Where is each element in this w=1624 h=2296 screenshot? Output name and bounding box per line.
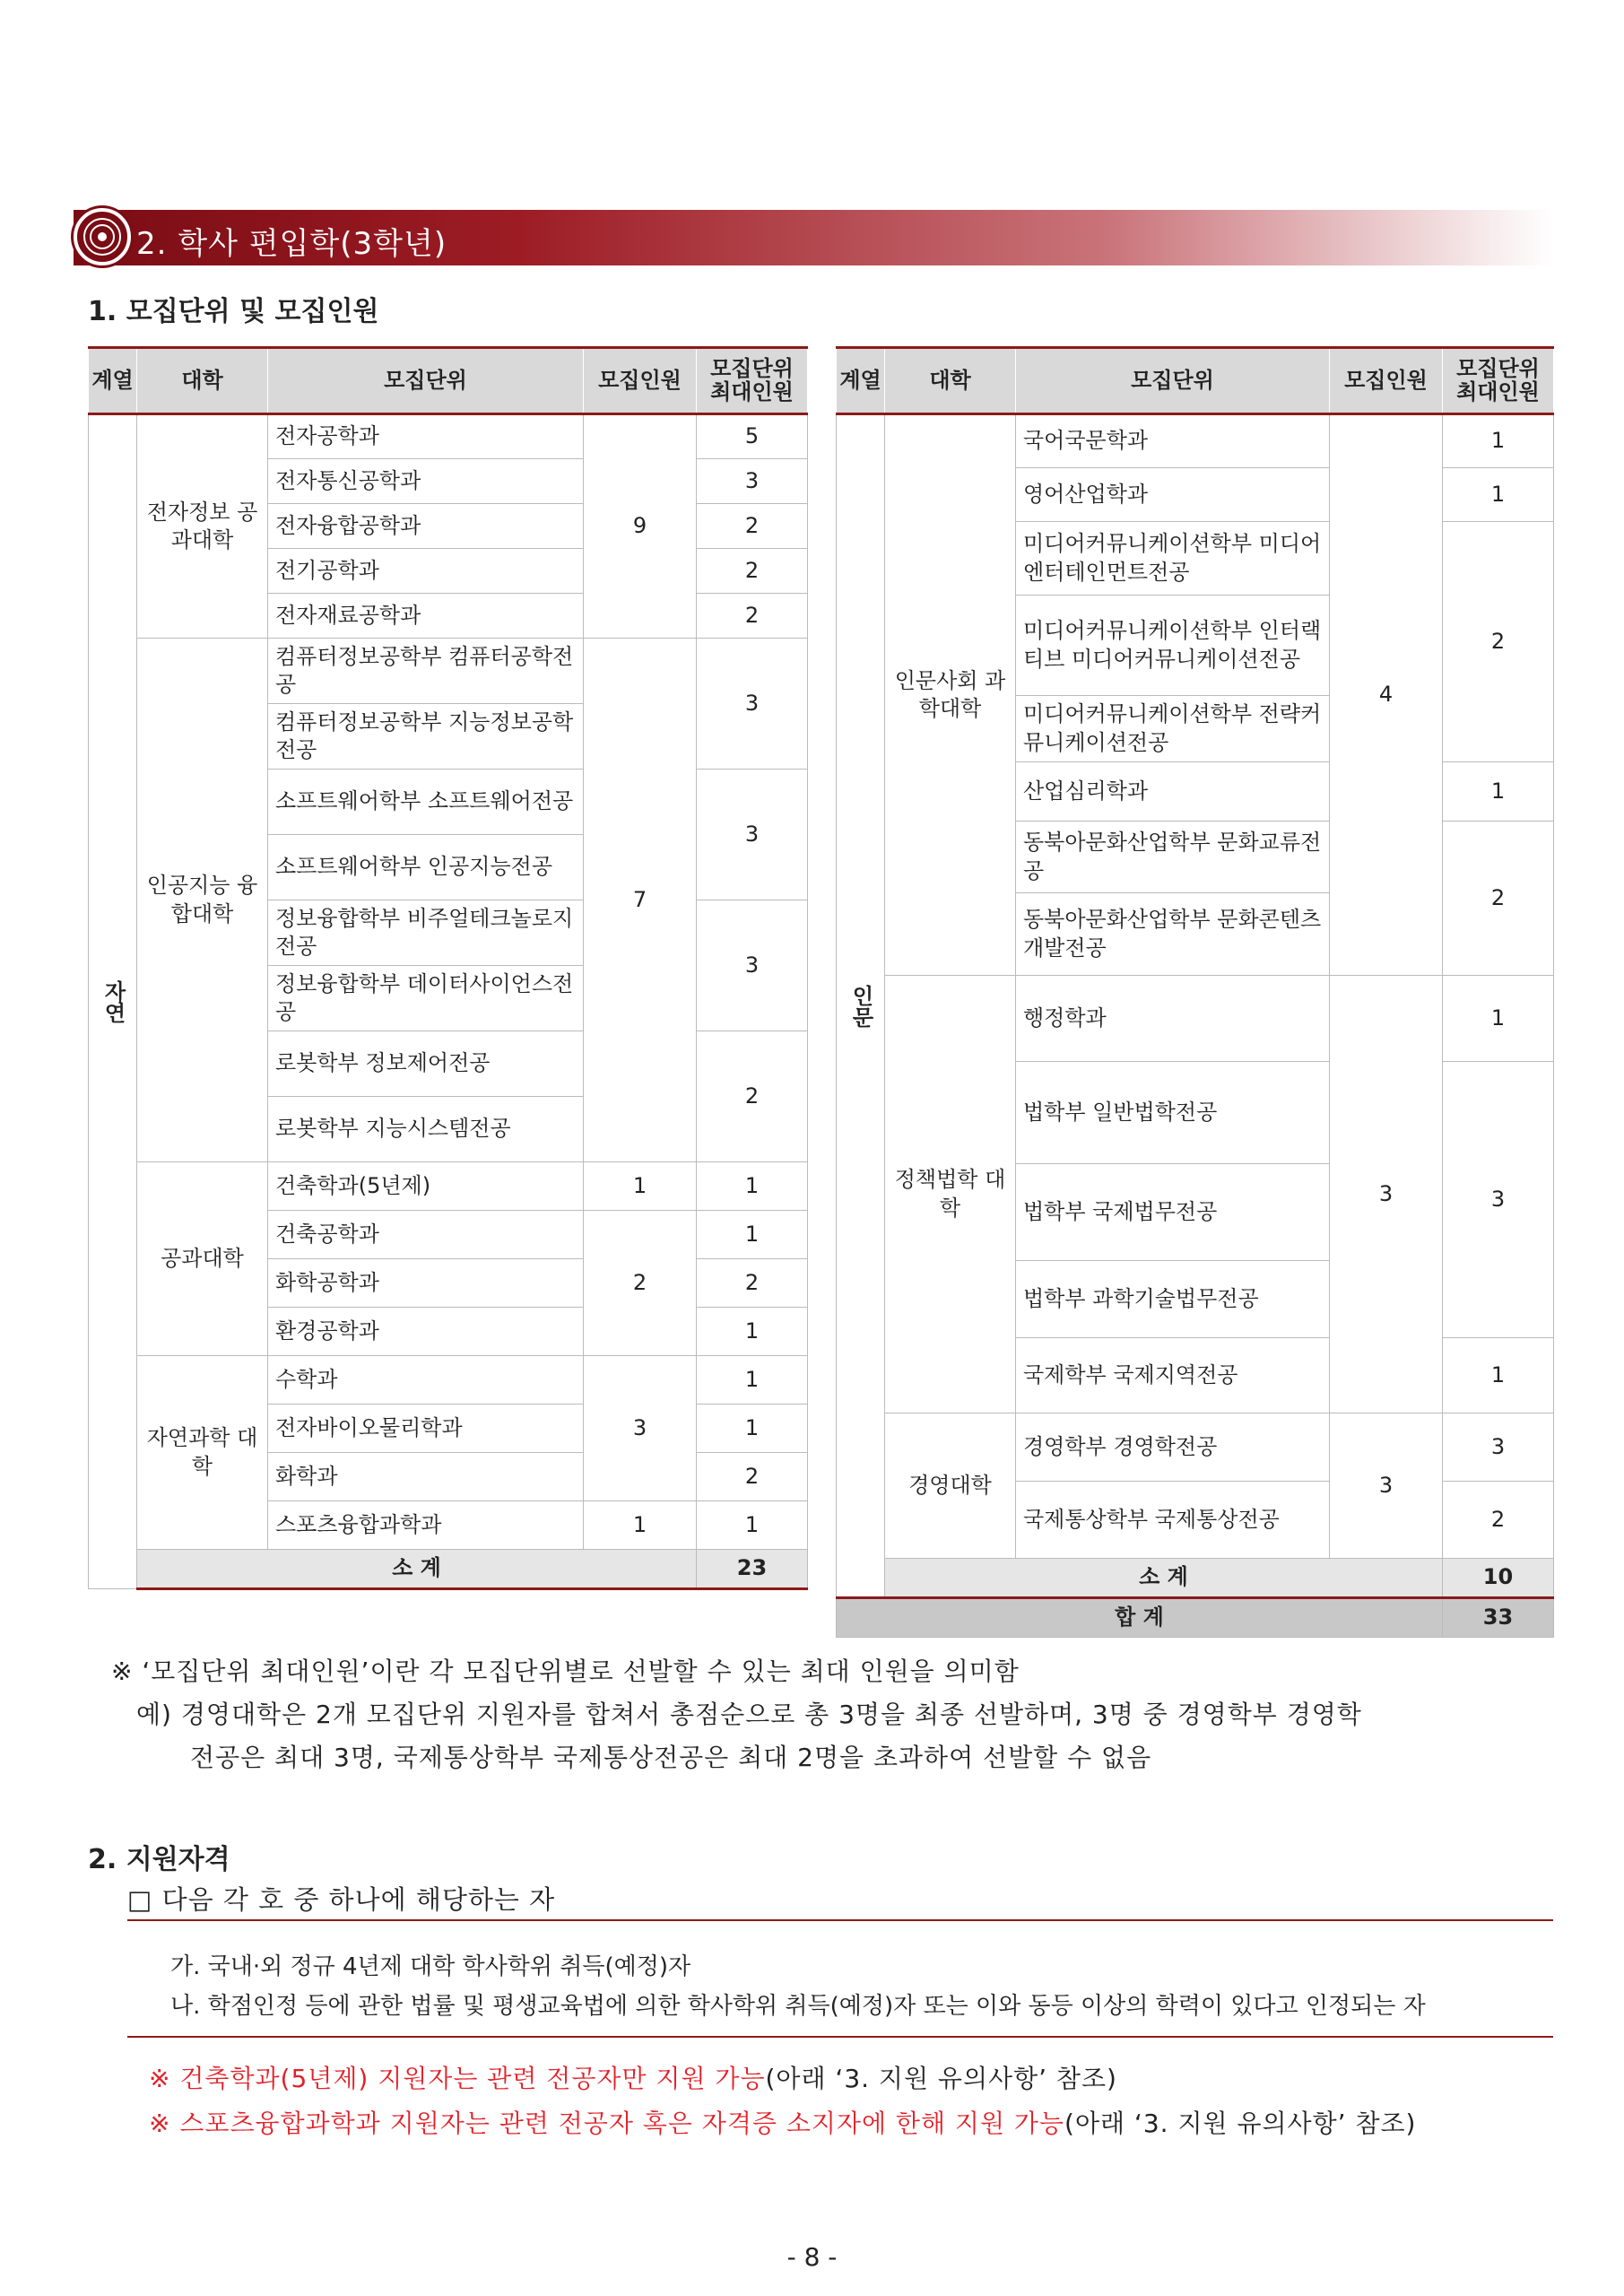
note-definition: ※ ‘모집단위 최대인원’이란 각 모집단위별로 선발할 수 있는 최대 인원을 의미함: [111, 1657, 1020, 1686]
max-cell: 2: [1443, 1482, 1554, 1559]
banner-title: 2. 학사 편입학(3학년): [136, 226, 447, 262]
field-cell: 인문: [837, 414, 885, 1598]
college-cell: 자연과학 대학: [137, 1356, 268, 1550]
university-seal-icon: [74, 208, 131, 265]
unit-cell: 정보융합학부 데이터사이언스전공: [268, 966, 584, 1031]
header-college: 대학: [137, 348, 268, 414]
unit-cell: 로봇학부 정보제어전공: [268, 1031, 584, 1097]
college-cell: 인공지능 융합대학: [137, 639, 268, 1162]
max-cell: 3: [697, 770, 808, 900]
unit-cell: 산업심리학과: [1016, 762, 1330, 822]
unit-cell: 정보융합학부 비주얼테크놀로지전공: [268, 900, 584, 966]
subtotal-label: 소 계: [137, 1550, 697, 1589]
header-field: 계열: [89, 348, 137, 414]
unit-cell: 건축공학과: [268, 1211, 584, 1259]
max-cell: 1: [1443, 1338, 1554, 1413]
max-cell: 3: [1443, 1413, 1554, 1482]
recruit-cell: 3: [1330, 976, 1443, 1413]
warning-architecture-red: ※ 건축학과(5년제) 지원자는 관련 전공자만 지원 가능: [149, 2064, 766, 2093]
unit-cell: 법학부 과학기술법무전공: [1016, 1261, 1330, 1338]
max-cell: 2: [697, 504, 808, 549]
recruit-cell: 3: [584, 1356, 697, 1501]
header-max: 모집단위 최대인원: [1443, 348, 1554, 414]
section2-heading: 2. 지원자격: [88, 1844, 230, 1875]
unit-cell: 동북아문화산업학부 문화교류전공: [1016, 822, 1330, 893]
max-cell: 2: [697, 1259, 808, 1308]
unit-cell: 국제통상학부 국제통상전공: [1016, 1482, 1330, 1559]
college-cell: 공과대학: [137, 1162, 268, 1356]
unit-cell: 영어산업학과: [1016, 468, 1330, 522]
recruit-cell: 7: [584, 639, 697, 1162]
page-number: - 8 -: [786, 2242, 838, 2272]
max-cell: 1: [697, 1162, 808, 1211]
college-cell: 인문사회 과학대학: [885, 414, 1016, 976]
unit-cell: 행정학과: [1016, 976, 1330, 1062]
header-unit: 모집단위: [268, 348, 584, 414]
max-cell: 1: [697, 1405, 808, 1453]
right-recruit-table: [836, 346, 1554, 1638]
unit-cell: 동북아문화산업학부 문화콘텐츠개발전공: [1016, 893, 1330, 976]
header-college: 대학: [885, 348, 1016, 414]
unit-cell: 전자통신공학과: [268, 459, 584, 504]
unit-cell: 스포츠융합과학과: [268, 1501, 584, 1550]
max-cell: 1: [697, 1211, 808, 1259]
header-field: 계열: [837, 348, 885, 414]
section1-heading: 1. 모집단위 및 모집인원: [88, 296, 379, 327]
note-example-2: 전공은 최대 3명, 국제통상학부 국제통상전공은 최대 2명을 초과하여 선발할 수 없음: [190, 1743, 1152, 1772]
recruit-cell: 3: [1330, 1413, 1443, 1559]
header-unit: 모집단위: [1016, 348, 1330, 414]
max-cell: 2: [697, 1453, 808, 1501]
unit-cell: 환경공학과: [268, 1308, 584, 1356]
unit-cell: 소프트웨어학부 소프트웨어전공: [268, 770, 584, 835]
warning-sports-tail: (아래 ‘3. 지원 유의사항’ 참조): [1064, 2109, 1417, 2138]
max-cell: 1: [1443, 762, 1554, 822]
total-value: 33: [1443, 1598, 1554, 1638]
max-cell: 2: [1443, 522, 1554, 762]
section-banner: [74, 210, 1553, 265]
max-cell: 2: [697, 594, 808, 639]
max-cell: 1: [1443, 976, 1554, 1062]
unit-cell: 미디어커뮤니케이션학부 미디어엔터테인먼트전공: [1016, 522, 1330, 596]
unit-cell: 전자융합공학과: [268, 504, 584, 549]
unit-cell: 소프트웨어학부 인공지능전공: [268, 835, 584, 900]
header-recruit: 모집인원: [1330, 348, 1443, 414]
unit-cell: 미디어커뮤니케이션학부 인터랙티브 미디어커뮤니케이션전공: [1016, 596, 1330, 696]
left-recruit-table: [88, 346, 808, 1590]
recruit-cell: 2: [584, 1211, 697, 1356]
max-cell: 1: [697, 1308, 808, 1356]
max-cell: 3: [697, 639, 808, 770]
max-cell: 3: [1443, 1062, 1554, 1338]
unit-cell: 수학과: [268, 1356, 584, 1405]
max-cell: 1: [1443, 468, 1554, 522]
header-recruit: 모집인원: [584, 348, 697, 414]
recruit-cell: 1: [584, 1162, 697, 1211]
qualification-item: 나. 학점인정 등에 관한 법률 및 평생교육법에 의한 학사학위 취득(예정)자 또는 이와 동등 이상의 학력이 있다고 인정되는 자: [170, 1993, 1426, 2020]
unit-cell: 화학과: [268, 1453, 584, 1501]
max-cell: 1: [697, 1501, 808, 1550]
recruit-cell: 9: [584, 414, 697, 639]
unit-cell: 전기공학과: [268, 549, 584, 594]
warning-sports-red: ※ 스포츠융합과학과 지원자는 관련 전공자 혹은 자격증 소지자에 한해 지원 가능: [149, 2109, 1065, 2138]
subtotal-value: 23: [697, 1550, 808, 1589]
max-cell: 3: [697, 459, 808, 504]
recruit-cell: 1: [584, 1501, 697, 1550]
warning-sports: [149, 2104, 1416, 2140]
unit-cell: 전자재료공학과: [268, 594, 584, 639]
warning-architecture-tail: (아래 ‘3. 지원 유의사항’ 참조): [765, 2064, 1117, 2093]
max-cell: 1: [697, 1356, 808, 1405]
max-cell: 2: [697, 1031, 808, 1162]
unit-cell: 국어국문학과: [1016, 414, 1330, 468]
unit-cell: 화학공학과: [268, 1259, 584, 1308]
unit-cell: 경영학부 경영학전공: [1016, 1413, 1330, 1482]
max-cell: 3: [697, 900, 808, 1031]
warning-architecture: [149, 2059, 1117, 2095]
unit-cell: 미디어커뮤니케이션학부 전략커뮤니케이션전공: [1016, 696, 1330, 762]
subtotal-label: 소 계: [885, 1559, 1443, 1598]
note-example-1: 예) 경영대학은 2개 모집단위 지원자를 합쳐서 총점순으로 총 3명을 최종 선발하며, 3명 중 경영학부 경영학: [136, 1700, 1362, 1729]
college-cell: 경영대학: [885, 1413, 1016, 1559]
unit-cell: 전자공학과: [268, 414, 584, 459]
header-max: 모집단위 최대인원: [697, 348, 808, 414]
divider-top: [127, 1919, 1553, 1921]
college-cell: 정책법학 대학: [885, 976, 1016, 1413]
unit-cell: 건축학과(5년제): [268, 1162, 584, 1211]
field-cell: 자연: [89, 414, 137, 1589]
max-cell: 5: [697, 414, 808, 459]
unit-cell: 전자바이오물리학과: [268, 1405, 584, 1453]
max-cell: 1: [1443, 414, 1554, 468]
max-cell: 2: [1443, 822, 1554, 976]
total-label: 합 계: [837, 1598, 1443, 1638]
unit-cell: 법학부 국제법무전공: [1016, 1164, 1330, 1261]
subtotal-value: 10: [1443, 1559, 1554, 1598]
unit-cell: 로봇학부 지능시스템전공: [268, 1097, 584, 1162]
college-cell: 전자정보 공과대학: [137, 414, 268, 639]
max-cell: 2: [697, 549, 808, 594]
recruit-cell: 4: [1330, 414, 1443, 976]
unit-cell: 컴퓨터정보공학부 지능정보공학전공: [268, 704, 584, 770]
unit-cell: 법학부 일반법학전공: [1016, 1062, 1330, 1164]
qualification-item: 가. 국내·외 정규 4년제 대학 학사학위 취득(예정)자: [170, 1953, 691, 1980]
unit-cell: 국제학부 국제지역전공: [1016, 1338, 1330, 1413]
unit-cell: 컴퓨터정보공학부 컴퓨터공학전공: [268, 639, 584, 704]
divider-bottom: [127, 2036, 1553, 2038]
qualification-lead: □ 다음 각 호 중 하나에 해당하는 자: [127, 1884, 556, 1915]
